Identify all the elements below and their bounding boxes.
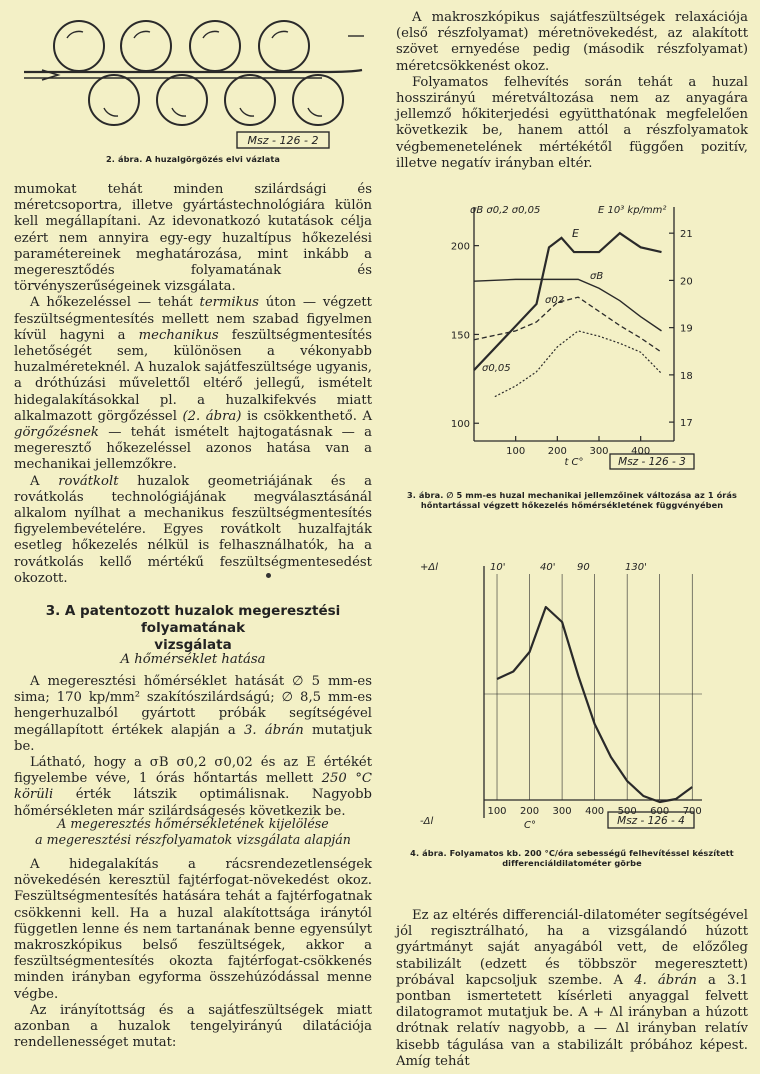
right-paragraph-2: Folyamatos felhevítés során tehát a huzal hosszirányú méretváltozása nem az anyagára jellemző hőkiterjedési együtthatónak megfelelően következik be, hanem attól a részfolyamatok végbemenetelének mértékétől függően pozitív, illetve negatív irányban eltér. [396,74,748,171]
fig3-x-tick-label: 200 [547,446,567,457]
fig4-x-tick-label: 300 [552,806,572,817]
fig4-top-label: 90 [577,562,590,573]
left-paragraph-6: A hidegalakítás a rácsrendezetlenségek növekedésén keresztül fajtérfogat-növekedést okoz. Feszültségmentesítés hatására tehát a fajtérfogatnak csökkenni kell. Ha a huzal alakítottsága iránytól független lenne és nem tartanának benne egyensúlyt makroszkópikus belső feszültségek, akkor a feszültségmentesítés okozta fajtérfogat-csökkenés minden irányban egyforma összehúzódással menne végbe. [14,857,372,1002]
fig4-chart [420,552,720,842]
right-column [396,10,748,172]
fig3-tag: Msz - 126 - 3 [618,456,686,468]
fig3-x-tick-label: 400 [631,446,651,457]
fig3-right-tick-label: 20 [680,276,693,288]
fig3-caption: 3. ábra. ∅ 5 mm-es huzal mechanikai jellemzőinek változása az 1 órás hőntartással végzett hőkezelés hőmérsékletének függvényében [406,490,738,510]
fig3-right-tick-label: 17 [680,418,693,430]
left-paragraph-5: Látható, hogy a σB σ0,2 σ0,02 és az E értékét figyelembe véve, 1 órás hőntartás mellett 250 °C körüli érték látszik optimálisnak. Nagyobb hőmérsékleten már szilárdságesés következik be. [14,755,373,819]
fig3-curve-label-s02: σ02 [545,295,565,306]
fig3-left-tick-label: 100 [450,419,470,431]
left-paragraph-2: A hőkezeléssel — tehát termikus úton — végzett feszültségmentesítés mellett nem szabad figyelmen kívül hagyni a mechanikus feszültségmentesítés lehetőségét sem, különösen a vékonyabb huzalméreteknél. A huzalok sajátfeszültsége ugyanis, a dróthúzási művelettől eltérő jellegű, ismételt hidegalakításokkal pl. a huzalkifekvés miatt alkalmazott görgőzéssel (2. ábra) is csökkenthető. A görgőzésnek — tehát ismételt hajtogatásnak — a megeresztő hőkezeléssel azonos hatása van a mechanikai jellemzőkre. [14,295,372,473]
fig4-top-label: 40' [540,562,556,573]
section-title: 3. A patentozott huzalok megeresztési folyamatának vizsgálata [45,603,341,653]
fig3-chart [440,195,705,485]
fig2-tag: Msz - 126 - 2 [247,134,319,147]
left-paragraph-4: A megeresztési hőmérséklet hatását ∅ 5 mm-es sima; 170 kp/mm² szakítószilárdságú; ∅ 8,5 mm-es hengerhuzalból gyártott próbák segítségével megállapított értékek alapján a 3. ábrán mutatjuk be. [14,674,372,754]
fig3-curve-label-s005: σ0,05 [482,363,511,374]
left-column-2 [14,674,372,820]
fig3-x-label: t C° [564,457,584,468]
fig3-right-tick-label: 18 [680,370,693,382]
fig4-plus-label: +Δl [420,562,438,573]
fig4-minus-label: -Δl [420,816,434,827]
fig4-x-label: C° [524,820,536,831]
fig4-x-tick-label: 100 [487,806,507,817]
subsection-determination: A megeresztés hőmérsékletének kijelölése a megeresztési részfolyamatok vizsgálata alapján [35,816,351,847]
fig4-x-tick-label: 400 [585,806,605,817]
fig3-x-tick-label: 300 [589,446,609,457]
left-column [14,182,372,587]
right-column-2 [396,908,748,1070]
left-column-3 [14,857,372,1051]
fig3-curve-label-e: E [572,227,579,240]
fig4-top-label: 130' [625,562,647,573]
right-paragraph-1: A makroszkópikus sajátfeszültségek relaxációja (első részfolyamat) méretnövekedést, az alakított szövet ernyedése pedig (második részfolyamat) méretcsökkenést okoz. [396,10,748,74]
left-paragraph-1: mumokat tehát minden szilárdsági és méretcsoportra, illetve gyártástechnológiára külön kell megállapítani. Az idevonatkozó kutatások célja ezért nem annyira egy-egy huzaltípus hőkezelési paramétereinek meghatározása, mint inkább a megeresztődés folyamatának és törvényszerűségeinek vizsgálata. [14,182,372,295]
roller-diagram [22,8,367,150]
fig4-x-tick-label: 700 [682,806,702,817]
fig3-right-axis-label: E 10³ kp/mm² [598,205,667,216]
fig3-left-tick-label: 200 [450,241,470,253]
fig3-right-tick-label: 21 [680,229,693,241]
dot-mark [266,573,271,578]
fig4-tag: Msz - 126 - 4 [617,815,685,827]
left-paragraph-7: Az irányítottság és a sajátfeszültségek miatt azonban a huzalok tengelyirányú dilatációja rendellenességet mutat: [14,1002,372,1051]
fig3-left-tick-label: 150 [450,330,470,342]
fig4-caption: 4. ábra. Folyamatos kb. 200 °C/óra sebességű felhevítéssel készített differenciáldilatométer görbe [410,848,734,868]
fig3-right-tick-label: 19 [680,323,693,335]
fig3-series-line [474,297,662,352]
fig4-x-tick-label: 500 [617,806,637,817]
fig3-left-axis-label: σB σ0,2 σ0,05 [470,205,541,216]
fig3-series-line [474,279,662,331]
fig3-curve-label-b: σB [590,271,604,282]
subsection-temperature: A hőmérséklet hatása [120,652,266,667]
left-paragraph-3: A rovátkolt huzalok geometriájának és a rovátkolás technológiájának megválasztásánál alkalom nyílhat a mechanikus feszültségmentesítés figyelembevételére. Egyes rovátkolt huzalfajták esetleg hőkezelés nélkül is felhasználhatók, ha a rovátkolás kellő mértékű feszültségmentesedést okozott. [14,473,372,586]
fig2-caption: 2. ábra. A huzalgörgözés elvi vázlata [105,154,280,164]
fig4-top-label: 10' [490,562,506,573]
fig4-x-tick-label: 200 [520,806,540,817]
fig4-x-tick-label: 600 [650,806,670,817]
right-paragraph-3: Ez az eltérés differenciál-dilatométer segítségével jól regisztrálható, ha a vizsgálandó húzott gyártmányt saját anyagából vett, de előzőleg stabilizált (edzett és többször megeresztett) próbával kapcsoljuk szembe. A 4. ábrán a 3.1 pontban ismertetett kísérleti anyaggal felvett dilatogramot mutatjuk be. A + Δl irányban a húzott drótnak relatív nagyobb, a — Δl irányban relatív kisebb tágulása van a stabilizált próbához képest. Amíg tehát [396,908,749,1069]
fig3-x-tick-label: 100 [506,446,526,457]
fig3-series-line [495,331,662,397]
